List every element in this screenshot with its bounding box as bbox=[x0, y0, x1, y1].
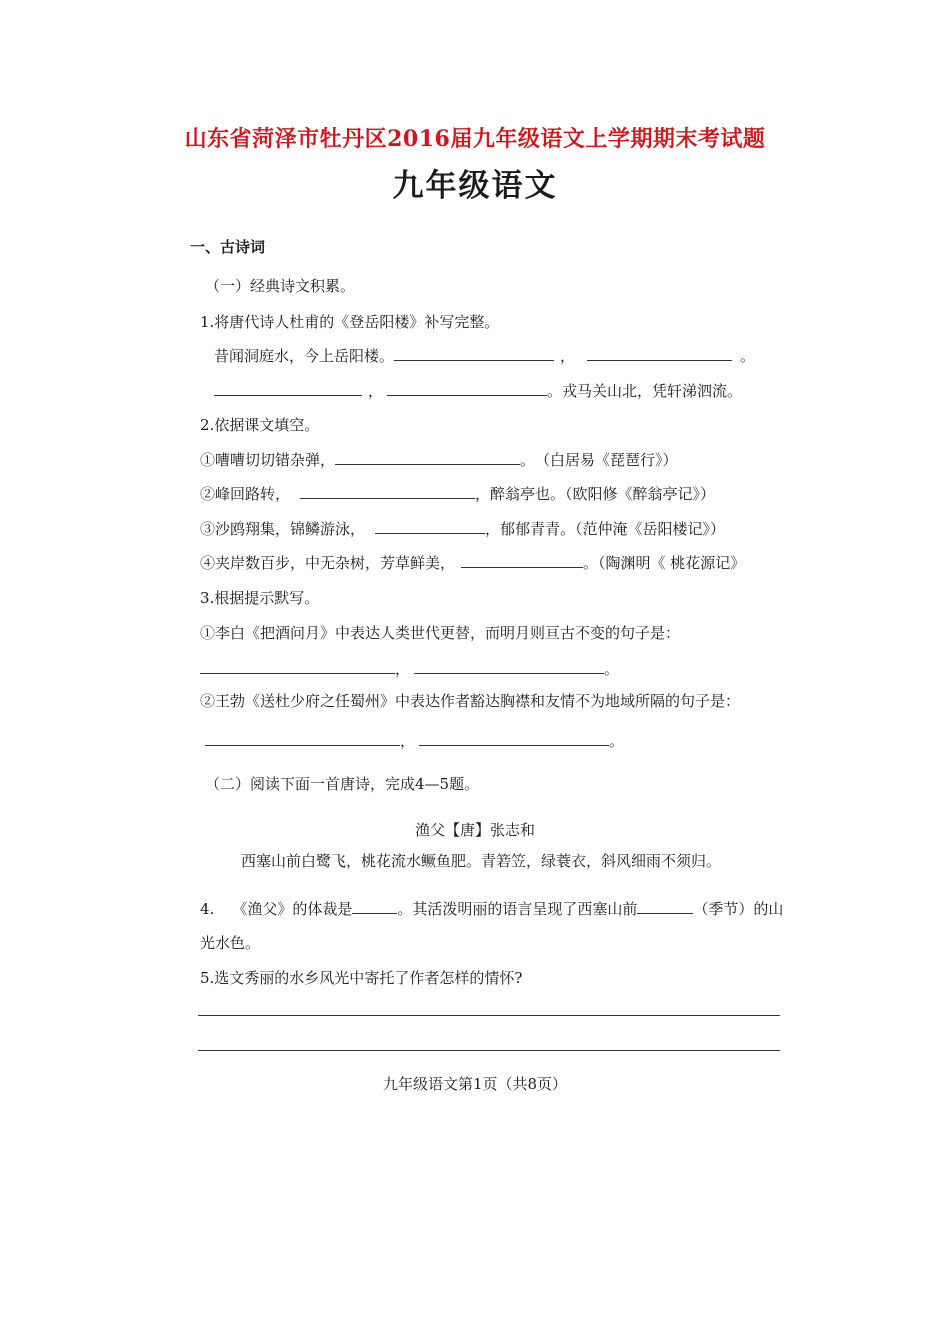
q1-line1 bbox=[214, 345, 755, 366]
q1-comma-2: ， bbox=[368, 382, 384, 400]
q3-a-blank-2[interactable] bbox=[414, 658, 604, 674]
q2-b-blank[interactable] bbox=[300, 483, 475, 499]
q2-prompt: 2.依据课文填空。 bbox=[200, 416, 320, 434]
q1-blank-2[interactable] bbox=[587, 345, 732, 361]
q1-period: 。 bbox=[740, 347, 756, 365]
q4-text-a: 《渔父》的体裁是 bbox=[232, 900, 353, 918]
q1-line2 bbox=[214, 380, 742, 401]
q4-line2: 光水色。 bbox=[200, 934, 261, 952]
q2-c-text: ③沙鸥翔集，锦鳞游泳， bbox=[200, 520, 366, 538]
q1-line2-text: 。戎马关山北，凭轩涕泗流。 bbox=[547, 382, 743, 400]
q3-item-a: ①李白《把酒问月》中表达人类世代更替，而明月则亘古不变的句子是： bbox=[200, 624, 681, 642]
q1-blank-1[interactable] bbox=[394, 345, 554, 361]
q1-line1-text: 昔闻洞庭水，今上岳阳楼。 bbox=[214, 347, 395, 365]
q2-c-blank[interactable] bbox=[375, 518, 485, 534]
q3-a-period: 。 bbox=[604, 660, 620, 678]
q3-a-comma: ， bbox=[395, 660, 411, 678]
q2-b-text: ②峰回路转， bbox=[200, 485, 291, 503]
q3-prompt: 3.根据提示默写。 bbox=[200, 589, 320, 607]
q4-text-b: 。其活泼明丽的语言呈现了西塞山前 bbox=[397, 900, 638, 918]
q3-a-answer-line bbox=[200, 658, 619, 679]
q2-a-source: 。 （白居易《琵琶行》） bbox=[520, 451, 678, 469]
q5-answer-line-2[interactable] bbox=[198, 1050, 780, 1051]
q4-blank-genre[interactable] bbox=[352, 898, 397, 914]
q1-comma: ， bbox=[560, 347, 576, 365]
q3-b-answer-line bbox=[205, 730, 624, 751]
q3-b-blank-1[interactable] bbox=[205, 730, 400, 746]
q3-item-b: ②王勃《送杜少府之任蜀州》中表达作者豁达胸襟和友情不为地域所隔的句子是： bbox=[200, 692, 741, 710]
q4-text-c: （季节）的山 bbox=[693, 900, 784, 918]
q3-b-blank-2[interactable] bbox=[419, 730, 609, 746]
q2-item-c bbox=[200, 518, 725, 539]
q3-b-period: 。 bbox=[609, 732, 625, 750]
exam-title: 山东省菏泽市牡丹区2016届九年级语文上学期期末考试题 bbox=[184, 126, 766, 152]
q3-a-blank-1[interactable] bbox=[200, 658, 395, 674]
q2-c-source: ，郁郁青青。（范仲淹《岳阳楼记》） bbox=[485, 520, 726, 538]
q2-item-a bbox=[200, 449, 678, 470]
q2-a-blank[interactable] bbox=[335, 449, 520, 465]
q2-d-source: 。（陶渊明《 桃花源记》 bbox=[583, 554, 746, 572]
q1-blank-3[interactable] bbox=[214, 380, 362, 396]
part1-heading: （一）经典诗文积累。 bbox=[205, 277, 356, 295]
q4-blank-season[interactable] bbox=[637, 898, 693, 914]
poem-title: 渔父【唐】张志和 bbox=[414, 821, 535, 839]
q1-blank-4[interactable] bbox=[387, 380, 547, 396]
q2-a-text: ①嘈嘈切切错杂弹， bbox=[200, 451, 336, 469]
q4-number: 4. bbox=[200, 900, 215, 918]
poem-text: 西塞山前白鹭飞，桃花流水鳜鱼肥。青箬笠，绿蓑衣，斜风细雨不须归。 bbox=[241, 852, 722, 870]
q2-b-source: ，醉翁亭也。（欧阳修《醉翁亭记》） bbox=[475, 485, 716, 503]
q5-answer-line-1[interactable] bbox=[198, 1015, 780, 1016]
subject-title: 九年级语文 bbox=[392, 168, 558, 204]
q2-item-b bbox=[200, 483, 715, 504]
page-footer: 九年级语文第1页（共8页） bbox=[382, 1075, 568, 1093]
q4-line1 bbox=[200, 898, 783, 919]
q5-prompt: 5.选文秀丽的水乡风光中寄托了作者怎样的情怀? bbox=[200, 969, 523, 987]
q2-item-d bbox=[200, 552, 745, 573]
q2-d-text: ④夹岸数百步，中无杂树，芳草鲜美， bbox=[200, 554, 456, 572]
q1-prompt: 1.将唐代诗人杜甫的《登岳阳楼》补写完整。 bbox=[200, 313, 500, 331]
section-heading-ancient-poetry: 一、古诗词 bbox=[190, 238, 266, 256]
q2-d-blank[interactable] bbox=[461, 552, 583, 568]
part2-heading: （二）阅读下面一首唐诗，完成4—5题。 bbox=[205, 775, 480, 793]
q3-b-comma: ， bbox=[400, 732, 416, 750]
